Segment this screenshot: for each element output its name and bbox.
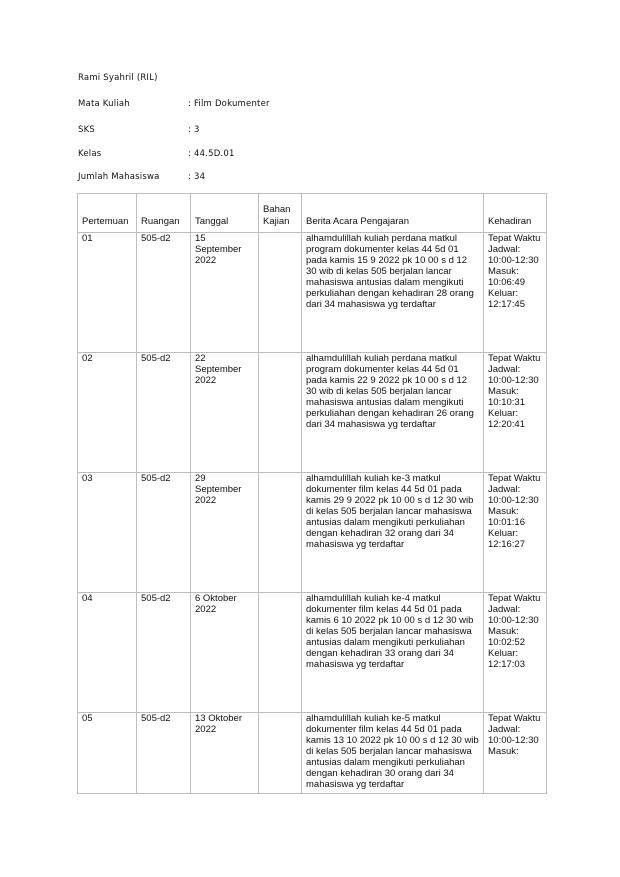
cell-kehadiran: Tepat Waktu Jadwal: 10:00-12:30 Masuk: 10:10:31 Keluar: 12:20:41	[484, 353, 547, 473]
cell-berita-acara: alhamdulillah kuliah ke-4 matkul dokumenter film kelas 44 5d 01 pada kamis 6 10 2022 pk 10 00 s d 12 30 wib di kelas 505 berjalan lancar mahasiswa antusias dalam mengikuti perkuliahan dengan kehadiran 33 orang dari 34 mahasiswa yg terdaftar	[302, 593, 484, 713]
cell-tanggal: 13 Oktober 2022	[191, 713, 259, 794]
cell-bahan-kajian	[259, 473, 302, 593]
cell-tanggal: 6 Oktober 2022	[191, 593, 259, 713]
cell-ruangan: 505-d2	[137, 353, 191, 473]
cell-berita-acara: alhamdulillah kuliah perdana matkul program dokumenter kelas 44 5d 01 pada kamis 22 9 2022 pk 10 00 s d 12 30 wib di kelas 505 berjalan lancar mahasiswa antusias dalam mengikuti perkuliahan dengan kehadiran 26 orang dari 34 mahasiswa yg terdaftar	[302, 353, 484, 473]
cell-kehadiran: Tepat Waktu Jadwal: 10:00-12:30 Masuk: 10:01:16 Keluar: 12:16:27	[484, 473, 547, 593]
cell-ruangan: 505-d2	[137, 593, 191, 713]
field-value-mata-kuliah: : Film Dokumenter	[188, 99, 270, 109]
col-header-bahan-kajian: Bahan Kajian	[259, 194, 302, 233]
cell-bahan-kajian	[259, 353, 302, 473]
cell-tanggal: 22 September 2022	[191, 353, 259, 473]
field-label-kelas: Kelas	[78, 149, 102, 159]
field-value-jumlah-mahasiswa: : 34	[188, 172, 206, 182]
table-row	[78, 233, 547, 353]
cell-tanggal: 15 September 2022	[191, 233, 259, 353]
cell-berita-acara: alhamdulillah kuliah ke-3 matkul dokumenter film kelas 44 5d 01 pada kamis 29 9 2022 pk 10 00 s d 12 30 wib di kelas 505 berjalan lancar mahasiswa antusias dalam mengikuti perkuliahan dengan kehadiran 32 orang dari 34 mahasiswa yg terdaftar	[302, 473, 484, 593]
col-header-kehadiran: Kehadiran	[484, 194, 547, 233]
cell-pertemuan: 05	[78, 713, 137, 794]
cell-tanggal: 29 September 2022	[191, 473, 259, 593]
table-header-row	[78, 194, 547, 233]
table-row	[78, 353, 547, 473]
table-row	[78, 593, 547, 713]
cell-ruangan: 505-d2	[137, 713, 191, 794]
field-label-mata-kuliah: Mata Kuliah	[78, 99, 130, 109]
col-header-ruangan: Ruangan	[137, 194, 191, 233]
cell-pertemuan: 04	[78, 593, 137, 713]
lecturer-name: Rami Syahril (RIL)	[78, 73, 158, 83]
cell-ruangan: 505-d2	[137, 233, 191, 353]
col-header-berita-acara: Berita Acara Pengajaran	[302, 194, 484, 233]
cell-pertemuan: 03	[78, 473, 137, 593]
attendance-table	[77, 193, 547, 794]
cell-bahan-kajian	[259, 233, 302, 353]
field-label-jumlah-mahasiswa: Jumlah Mahasiswa	[78, 172, 160, 182]
cell-bahan-kajian	[259, 713, 302, 794]
col-header-pertemuan: Pertemuan	[78, 194, 137, 233]
field-value-sks: : 3	[188, 125, 200, 135]
cell-bahan-kajian	[259, 593, 302, 713]
cell-kehadiran: Tepat Waktu Jadwal: 10:00-12:30 Masuk: 10:02:52 Keluar: 12:17:03	[484, 593, 547, 713]
cell-ruangan: 505-d2	[137, 473, 191, 593]
field-value-kelas: : 44.5D.01	[188, 149, 235, 159]
table-row	[78, 473, 547, 593]
col-header-tanggal: Tanggal	[191, 194, 259, 233]
table-row	[78, 713, 547, 794]
cell-berita-acara: alhamdulillah kuliah ke-5 matkul dokumenter film kelas 44 5d 01 pada kamis 13 10 2022 pk 10 00 s d 12 30 wib di kelas 505 berjalan lancar mahasiswa antusias dalam mengikuti perkuliahan dengan kehadiran 30 orang dari 34 mahasiswa yg terdaftar	[302, 713, 484, 794]
cell-kehadiran: Tepat Waktu Jadwal: 10:00-12:30 Masuk:	[484, 713, 547, 794]
cell-berita-acara: alhamdulillah kuliah perdana matkul program dokumenter kelas 44 5d 01 pada kamis 15 9 2022 pk 10 00 s d 12 30 wib di kelas 505 berjalan lancar mahasiswa antusias dalam mengikuti perkuliahan dengan kehadiran 28 orang dari 34 mahasiswa yg terdaftar	[302, 233, 484, 353]
cell-pertemuan: 02	[78, 353, 137, 473]
cell-kehadiran: Tepat Waktu Jadwal: 10:00-12:30 Masuk: 10:06:49 Keluar: 12:17:45	[484, 233, 547, 353]
field-label-sks: SKS	[78, 125, 95, 135]
cell-pertemuan: 01	[78, 233, 137, 353]
